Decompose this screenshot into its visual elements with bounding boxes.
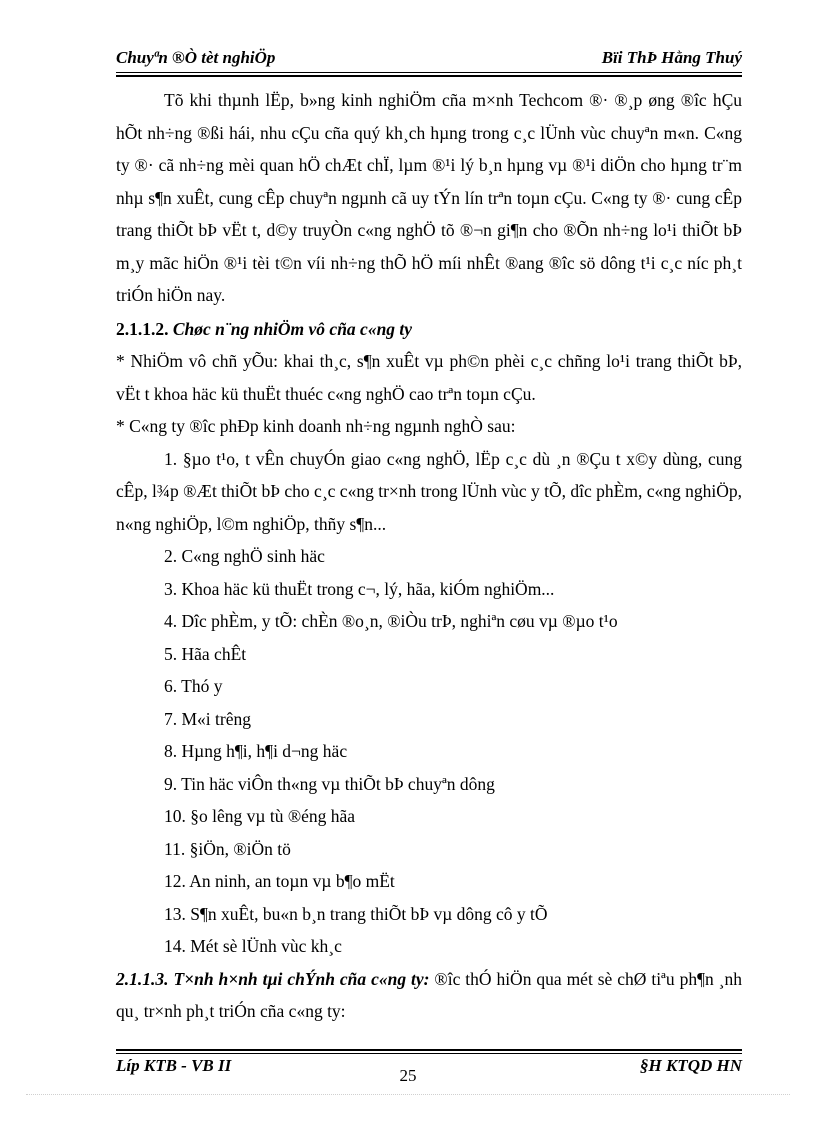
section-title: Chøc n¨ng nhiÖm vô cña c«ng ty: [172, 318, 413, 339]
list-item: 8. Hµng h¶i, h¶i d¬ng häc: [164, 741, 348, 761]
intro-paragraph: Tõ khi thµnh lËp, b»ng kinh nghiÖm cña m×nh Techcom ®· ®¸p øng ®îc hÇu hÕt nh÷ng ®ßi hái, nhu cÇu cña quý kh¸ch hµng trong c¸c lÜnh vùc chuyªn m«n. C«ng ty ®· cã nh÷ng mèi quan hÖ chÆt chÏ, lµm ®¹i lý b¸n hµng vµ ®¹i diÖn cho hµng tr¨m nhµ s¶n xuÊt, cung cÊp chuyªn ngµnh cã uy tÝn lín trªn toµn cÇu. C«ng ty ®· cung cÊp trang thiÕt bÞ vËt t, d©y truyÒn c«ng nghÖ tõ ®¬n gi¶n cho ®Õn nh÷ng lo¹i thiÕt bÞ m¸y mãc hiÖn ®¹i tèi t©n víi nh÷ng thÕ hÖ míi nhÊt ®ang ®îc sö dông t¹i c¸c níc ph¸t triÓn hiÖn nay.: [116, 90, 742, 305]
footer-university-label: §H KTQD HN: [640, 1056, 742, 1075]
permitted-business-paragraph: * C«ng ty ®îc phÐp kinh doanh nh÷ng ngµnh nghÒ sau:: [116, 416, 516, 436]
list-item: 10. §o lêng vµ tù ®éng hãa: [164, 806, 356, 826]
footer-rule-thick: [116, 1049, 742, 1051]
list-item: 13. S¶n xuÊt, bu«n b¸n trang thiÕt bÞ vµ dông cô y tÕ: [164, 903, 548, 924]
list-item: 9. Tin häc viÔn th«ng vµ thiÕt bÞ chuyªn dông: [164, 773, 495, 794]
section-number: 2.1.1.2.: [116, 318, 169, 339]
page-edge-divider: [26, 1094, 790, 1095]
list-item: 14. Mét sè lÜnh vùc kh¸c: [164, 936, 342, 956]
header-rule-thick: [116, 72, 742, 73]
page-number: 25: [399, 1066, 417, 1085]
header-rule-thin: [116, 75, 742, 77]
list-item: 4. Dîc phÈm, y tÕ: chÈn ®o¸n, ®iÒu trÞ, nghiªn cøu vµ ®µo t¹o: [164, 611, 618, 631]
section-number: 2.1.1.3.: [116, 968, 169, 989]
list-item: 2. C«ng nghÖ sinh häc: [164, 546, 325, 566]
header-author-name: Bïi ThÞ Hằng Thuý: [601, 48, 742, 67]
list-item: 1. §µo t¹o, t vÊn chuyÓn giao c«ng nghÖ, lËp c¸c dù ¸n ®Çu t x©y dùng, cung cÊp, l¾p ®Æt thiÕt bÞ cho c¸c c«ng tr×nh trong lÜnh vùc y tÕ, dîc phÈm, c«ng nghiÖp, n«ng nghiÖp, l©m nghiÖp, thñy s¶n...: [116, 448, 742, 534]
section-heading-2112: [116, 313, 742, 346]
footer-class-label: Líp KTB - VB II: [116, 1056, 232, 1075]
section-intro-text: ®îc thÓ hiÖn qua mét sè chØ tiªu ph¶n ¸nh qu¸ tr×nh ph¸t triÓn cña c«ng ty:: [116, 968, 743, 1021]
list-item: 7. M«i trêng: [164, 708, 252, 729]
list-item: 3. Khoa häc kü thuËt trong c¬, lý, hãa, kiÓm nghiÖm...: [164, 578, 555, 599]
list-item: 12. An ninh, an toµn vµ b¶o mËt: [164, 871, 395, 891]
section-heading-2113: [116, 969, 429, 989]
header-thesis-title: Chuyªn ®Ò tèt nghiÖp: [116, 48, 276, 67]
page-body: [116, 84, 742, 1028]
list-item: 5. Hãa chÊt: [164, 643, 247, 664]
section-title: T×nh h×nh tµi chÝnh cña c«ng ty:: [173, 968, 430, 989]
section-paragraph-2113: [116, 963, 742, 1028]
list-item: 6. Thó y: [164, 676, 223, 696]
main-task-paragraph: * NhiÖm vô chñ yÕu: khai th¸c, s¶n xuÊt vµ ph©n phèi c¸c chñng lo¹i trang thiÕt bÞ, vËt t khoa häc kü thuËt thuéc c«ng nghÖ cao trªn toµn cÇu.: [116, 351, 742, 404]
list-item: 11. §iÖn, ®iÖn tö: [164, 838, 291, 859]
footer-rule-thin: [116, 1053, 742, 1054]
page-header: [116, 48, 742, 72]
